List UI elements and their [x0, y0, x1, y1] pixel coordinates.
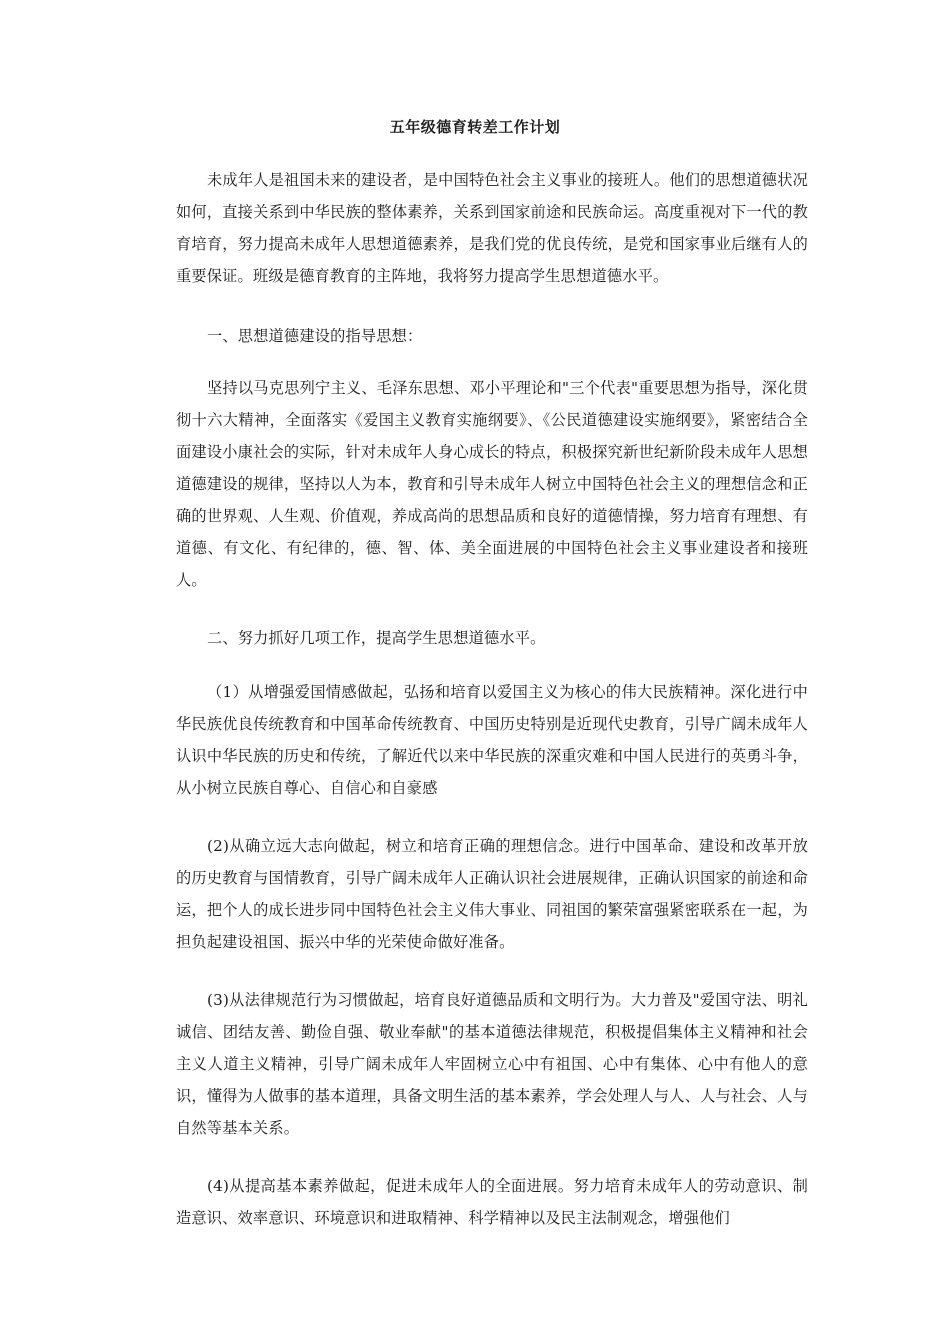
item-3-paragraph: (3)从法律规范行为习惯做起，培育良好道德品质和文明行为。大力普及"爱国守法、明礼诚信、团结友善、勤俭自强、敬业奉献"的基本道德法律规范，积极提倡集体主义精神和社会主义人道主义精神，引导广阔未成年人牢固树立心中有祖国、心中有集体、心中有他人的意识，懂得为人做事的基本道理，具备文明生活的基本素养，学会处理人与人、人与社会、人与自然等基本关系。 [176, 991, 808, 1137]
item-1-paragraph: （1）从增强爱国情感做起，弘扬和培育以爱国主义为核心的伟大民族精神。深化进行中华民族优良传统教育和中国革命传统教育、中国历史特别是近现代史教育，引导广阔未成年人认识中华民族的历史和传统，了解近代以来中华民族的深重灾难和中国人民进行的英勇斗争，从小树立民族自尊心、自信心和自豪感 [176, 683, 808, 797]
intro-paragraph: 未成年人是祖国未来的建设者，是中国特色社会主义事业的接班人。他们的思想道德状况如何，直接关系到中华民族的整体素养，关系到国家前途和民族命运。高度重视对下一代的教育培育，努力提高未成年人思想道德素养，是我们党的优良传统，是党和国家事业后继有人的重要保证。班级是德育教育的主阵地，我将努力提高学生思想道德水平。 [176, 171, 808, 285]
section-heading-1: 一、思想道德建设的指导思想： [207, 327, 423, 345]
guiding-thought-paragraph: 坚持以马克思列宁主义、毛泽东思想、邓小平理论和"三个代表"重要思想为指导，深化贯彻十六大精神，全面落实《爱国主义教育实施纲要》、《公民道德建设实施纲要》，紧密结合全面建设小康社会的实际，针对未成年人身心成长的特点，积极探究新世纪新阶段未成年人思想道德建设的规律，坚持以人为本，教育和引导未成年人树立中国特色社会主义的理想信念和正确的世界观、人生观、价值观，养成高尚的思想品质和良好的道德情操，努力培育有理想、有道德、有文化、有纪律的，德、智、体、美全面进展的中国特色社会主义事业建设者和接班人。 [176, 379, 808, 589]
section-heading-2: 二、努力抓好几项工作，提高学生思想道德水平。 [207, 629, 546, 647]
item-2-paragraph: (2)从确立远大志向做起，树立和培育正确的理想信念。进行中国革命、建设和改革开放的历史教育与国情教育，引导广阔未成年人正确认识社会进展规律，正确认识国家的前途和命运，把个人的成长进步同中国特色社会主义伟大事业、同祖国的繁荣富强紧密联系在一起，为担负起建设祖国、振兴中华的光荣使命做好准备。 [176, 837, 808, 951]
document-title: 五年级德育转差工作计划 [389, 118, 561, 136]
item-4-paragraph: (4)从提高基本素养做起，促进未成年人的全面进展。努力培育未成年人的劳动意识、制造意识、效率意识、环境意识和进取精神、科学精神以及民主法制观念，增强他们 [176, 1177, 808, 1227]
